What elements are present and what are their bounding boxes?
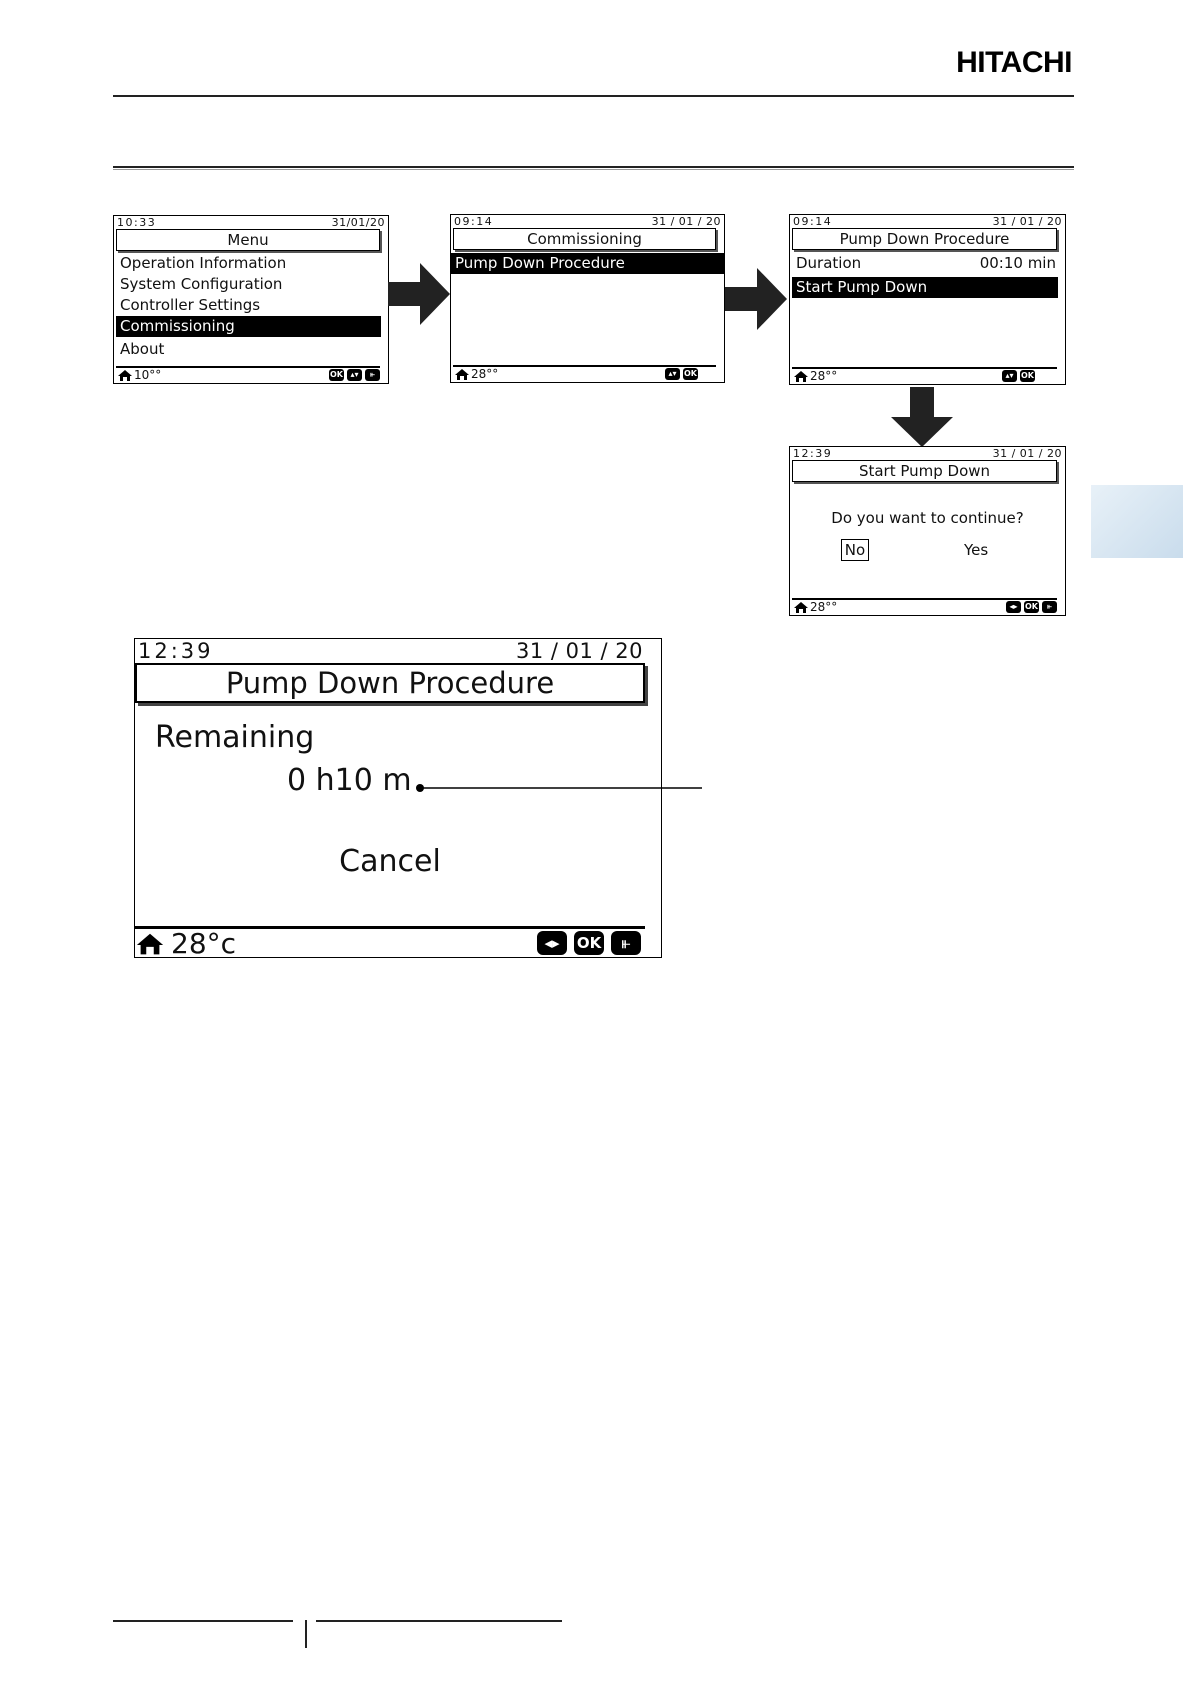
footer-bar — [792, 367, 1057, 384]
remaining-label: Remaining — [155, 720, 315, 755]
menu-item-operation-information[interactable]: Operation Information — [120, 254, 287, 272]
home-icon — [135, 931, 165, 957]
arrow-down-icon — [891, 387, 953, 447]
screen-title: Commissioning — [453, 228, 716, 250]
arrow-right-icon — [388, 263, 450, 325]
status-bar — [792, 215, 1063, 228]
footer-rule-right — [316, 1620, 562, 1622]
plug-icon: ⫦ — [611, 931, 641, 955]
clock: 10:33 — [117, 216, 157, 229]
menu-item-system-configuration[interactable]: System Configuration — [120, 275, 283, 293]
clock: 09:14 — [793, 215, 833, 228]
yes-button[interactable]: Yes — [964, 541, 989, 559]
start-pump-down-item[interactable]: Start Pump Down — [792, 277, 1058, 298]
section-rule-thin — [113, 169, 1074, 170]
home-icon — [793, 370, 809, 383]
footer-bar — [135, 926, 645, 957]
footer-bar — [453, 365, 716, 382]
duration-label: Duration — [796, 254, 862, 272]
ok-icon: OK — [330, 370, 343, 379]
screen-commissioning — [450, 214, 725, 383]
chapter-tab — [1091, 485, 1183, 558]
ok-icon: OK — [574, 931, 604, 955]
arrow-right-icon — [725, 268, 787, 330]
date: 31 / 01 / 20 — [992, 447, 1062, 460]
footer-divider — [305, 1620, 307, 1648]
plug-icon: ⫦ — [1042, 601, 1057, 613]
hitachi-logo: HITACHI — [956, 46, 1072, 79]
status-bar — [137, 639, 659, 663]
footer-bar — [116, 366, 380, 383]
confirm-question: Do you want to continue? — [831, 509, 1024, 527]
menu-item-pump-down-procedure[interactable]: Pump Down Procedure — [451, 253, 724, 274]
screen-menu — [113, 215, 389, 384]
date: 31 / 01 / 20 — [651, 215, 721, 228]
home-icon — [793, 601, 809, 614]
callout-line — [414, 782, 704, 794]
date: 31/01/20 — [331, 216, 385, 229]
up-down-icon: ▴▾ — [665, 368, 680, 380]
temperature: 10°° — [134, 368, 162, 382]
header-rule — [113, 95, 1074, 97]
clock: 12:39 — [138, 639, 214, 663]
screen-title: Pump Down Procedure — [135, 663, 645, 703]
menu-item-about[interactable]: About — [120, 340, 165, 358]
status-bar — [792, 447, 1063, 460]
home-icon — [454, 368, 470, 381]
menu-item-commissioning[interactable]: Commissioning — [116, 316, 381, 337]
temperature: 28°° — [810, 600, 838, 614]
remaining-value: 0 h10 m — [287, 763, 412, 798]
duration-value: 00:10 min — [979, 254, 1056, 272]
screen-title: Start Pump Down — [792, 460, 1057, 482]
clock: 09:14 — [454, 215, 494, 228]
status-bar — [116, 216, 386, 229]
date: 31 / 01 / 20 — [515, 639, 643, 663]
footer-rule-left — [113, 1620, 293, 1622]
temperature: 28°c — [171, 927, 237, 958]
duration-row[interactable] — [792, 253, 1058, 274]
section-rule — [113, 166, 1074, 168]
ok-icon: OK — [684, 369, 697, 378]
left-right-icon: ◂▸ — [1006, 601, 1021, 613]
clock: 12:39 — [793, 447, 833, 460]
plug-icon: ⫦ — [365, 369, 380, 381]
cancel-button[interactable]: Cancel — [339, 844, 441, 879]
date: 31 / 01 / 20 — [992, 215, 1062, 228]
status-bar — [453, 215, 722, 228]
temperature: 28°° — [471, 367, 499, 381]
no-button[interactable]: No — [841, 539, 869, 561]
menu-item-controller-settings[interactable]: Controller Settings — [120, 296, 261, 314]
screen-title: Menu — [116, 229, 380, 251]
ok-icon: OK — [1021, 371, 1034, 380]
screen-pump-down-remaining — [134, 638, 662, 958]
temperature: 28°° — [810, 369, 838, 383]
left-right-icon: ◂▸ — [537, 931, 567, 955]
screen-pump-down-procedure — [789, 214, 1066, 385]
ok-icon: OK — [1025, 602, 1038, 611]
up-down-icon: ▴▾ — [1002, 370, 1017, 382]
up-down-icon: ▴▾ — [347, 369, 362, 381]
screen-title: Pump Down Procedure — [792, 228, 1057, 250]
screen-start-pump-down — [789, 446, 1066, 616]
home-icon — [117, 369, 133, 382]
footer-bar — [792, 598, 1057, 615]
